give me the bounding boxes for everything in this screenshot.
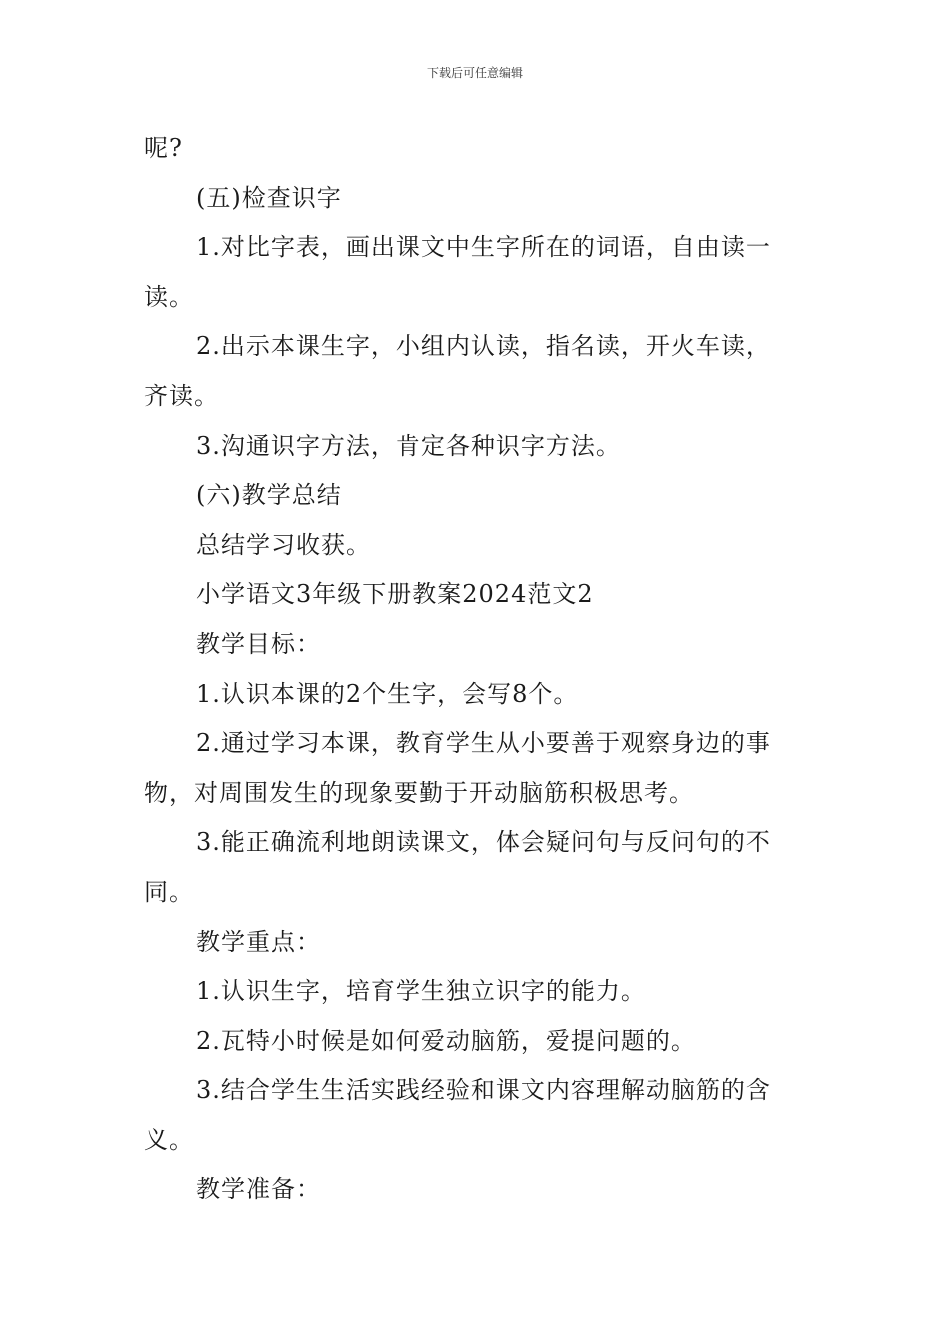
text-line: 3.结合学生生活实践经验和课文内容理解动脑筋的含	[196, 1076, 771, 1105]
text-line: 3.沟通识字方法，肯定各种识字方法。	[196, 431, 621, 460]
text-line: 读。	[144, 282, 194, 311]
text-line: 2.通过学习本课，教育学生从小要善于观察身边的事	[196, 729, 771, 758]
text-line: 1.认识生字，培育学生独立识字的能力。	[196, 977, 646, 1006]
text-line: 同。	[144, 877, 194, 906]
text-line: 义。	[144, 1125, 194, 1154]
text-line: 教学准备：	[196, 1175, 321, 1204]
text-line: 2.瓦特小时候是如何爱动脑筋，爱提问题的。	[196, 1026, 696, 1055]
text-line: (六)教学总结	[196, 481, 342, 510]
page-header: 下载后可任意编辑	[426, 66, 523, 80]
document-body	[144, 124, 808, 1215]
text-line: 总结学习收获。	[196, 530, 371, 559]
text-line: 教学重点：	[196, 927, 321, 956]
text-line: (五)检查识字	[196, 183, 342, 212]
text-line: 1.对比字表，画出课文中生字所在的词语，自由读一	[196, 233, 771, 262]
text-line: 物，对周围发生的现象要勤于开动脑筋积极思考。	[144, 778, 694, 807]
text-line: 2.出示本课生字，小组内认读，指名读，开火车读，	[196, 332, 771, 361]
text-line: 3.能正确流利地朗读课文，体会疑问句与反问句的不	[196, 828, 771, 857]
text-line: 1.认识本课的2个生字，会写8个。	[196, 679, 579, 708]
text-line: 齐读。	[144, 381, 219, 410]
text-line: 教学目标：	[196, 629, 321, 658]
text-line: 呢?	[144, 134, 183, 162]
text-line: 小学语文3年级下册教案2024范文2	[196, 580, 594, 609]
